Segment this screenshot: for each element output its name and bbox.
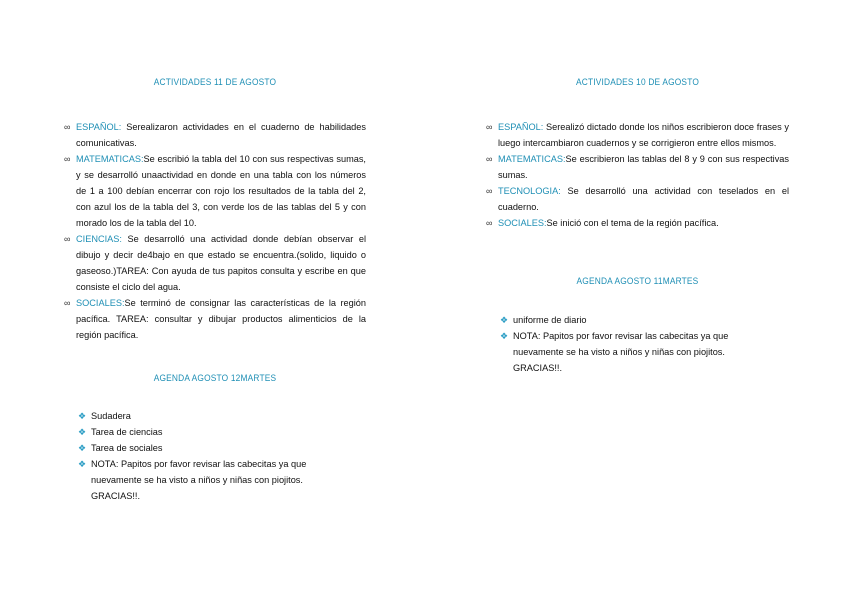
agenda-text: Tarea de sociales: [91, 443, 163, 453]
subject-label: MATEMATICAS:: [76, 154, 144, 164]
diamond-icon: ❖: [78, 411, 87, 421]
diamond-icon: ❖: [78, 427, 87, 437]
agenda-item: [78, 408, 368, 424]
infinity-icon: ∞: [486, 122, 493, 132]
subject-label: MATEMATICAS:: [498, 154, 566, 164]
infinity-icon: ∞: [486, 186, 493, 196]
subject-label: CIENCIAS:: [76, 234, 122, 244]
agenda-text: NOTA: Papitos por favor revisar las cabecitas ya que nuevamente se ha visto a niños y niñas con piojitos. GRACIAS!!.: [91, 459, 307, 501]
activities-heading: ACTIVIDADES 10 DE AGOSTO: [575, 77, 700, 88]
diamond-icon: ❖: [500, 315, 509, 325]
agenda-heading: AGENDA AGOSTO 12MARTES: [153, 373, 277, 384]
agenda-item: [78, 456, 336, 504]
infinity-icon: ∞: [64, 122, 71, 132]
subject-text: Se escribieron las tablas del 8 y 9 con sus respectivas sumas.: [498, 154, 789, 180]
subject-label: TECNOLOGIA:: [498, 186, 561, 196]
agenda-item: [500, 312, 790, 328]
subject-item: [64, 231, 366, 295]
subject-list: [64, 119, 366, 343]
subject-text: Serealizó dictado donde los niños escribieron doce frases y luego intercambiaron cuadernos y se corrigieron entre ellos mismos.: [498, 122, 789, 148]
agenda-list: [500, 312, 790, 376]
subject-text: Serealizaron actividades en el cuaderno de habilidades comunicativas.: [76, 122, 366, 148]
diamond-icon: ❖: [500, 331, 509, 341]
subject-item: [64, 151, 366, 231]
agenda-heading: AGENDA AGOSTO 11MARTES: [576, 276, 699, 287]
subject-label: SOCIALES:: [498, 218, 547, 228]
agenda-item: [500, 328, 758, 376]
subject-item: [486, 183, 789, 215]
subject-label: ESPAÑOL:: [76, 122, 122, 132]
activities-heading: ACTIVIDADES 11 DE AGOSTO: [153, 77, 277, 88]
infinity-icon: ∞: [64, 234, 71, 244]
subject-text: Se desarrolló una actividad con teselados en el cuaderno.: [498, 186, 789, 212]
agenda-text: uniforme de diario: [513, 315, 587, 325]
infinity-icon: ∞: [486, 218, 493, 228]
subject-text: Se terminó de consignar las características de la región pacífica. TAREA: consultar y dibujar productos alimenticios de la región pacífica.: [76, 298, 366, 340]
subject-text: Se escribió la tabla del 10 con sus respectivas sumas, y se desarrolló unaactividad en donde en una tabla con los números de 1 a 100 debían encerrar con rojo los resultados de la tabla del 2, con azul los de la tabla del 3, con verde los de las tablas del 5 y con morado los de la tabla del 10.: [76, 154, 366, 228]
infinity-icon: ∞: [486, 154, 493, 164]
diamond-icon: ❖: [78, 459, 87, 469]
subject-item: [486, 215, 789, 231]
agenda-text: Sudadera: [91, 411, 131, 421]
subject-list: [486, 119, 789, 231]
agenda-item: [78, 424, 368, 440]
infinity-icon: ∞: [64, 154, 71, 164]
diamond-icon: ❖: [78, 443, 87, 453]
subject-label: ESPAÑOL:: [498, 122, 544, 132]
subject-label: SOCIALES:: [76, 298, 125, 308]
agenda-list: [78, 408, 368, 504]
infinity-icon: ∞: [64, 298, 71, 308]
subject-item: [64, 119, 366, 151]
agenda-item: [78, 440, 368, 456]
subject-item: [486, 119, 789, 151]
subject-text: Se inició con el tema de la región pacífica.: [546, 218, 719, 228]
subject-text: Se desarrolló una actividad donde debían observar el dibujo y decir de4bajo en que estado se encuentra.(solido, liquido o gaseoso.)TAREA: Con ayuda de tus papitos consulta y escribe en que consiste el ciclo del agua.: [76, 234, 366, 292]
subject-item: [64, 295, 366, 343]
agenda-text: Tarea de ciencias: [91, 427, 163, 437]
agenda-text: NOTA: Papitos por favor revisar las cabecitas ya que nuevamente se ha visto a niños y niñas con piojitos. GRACIAS!!.: [513, 331, 729, 373]
subject-item: [486, 151, 789, 183]
